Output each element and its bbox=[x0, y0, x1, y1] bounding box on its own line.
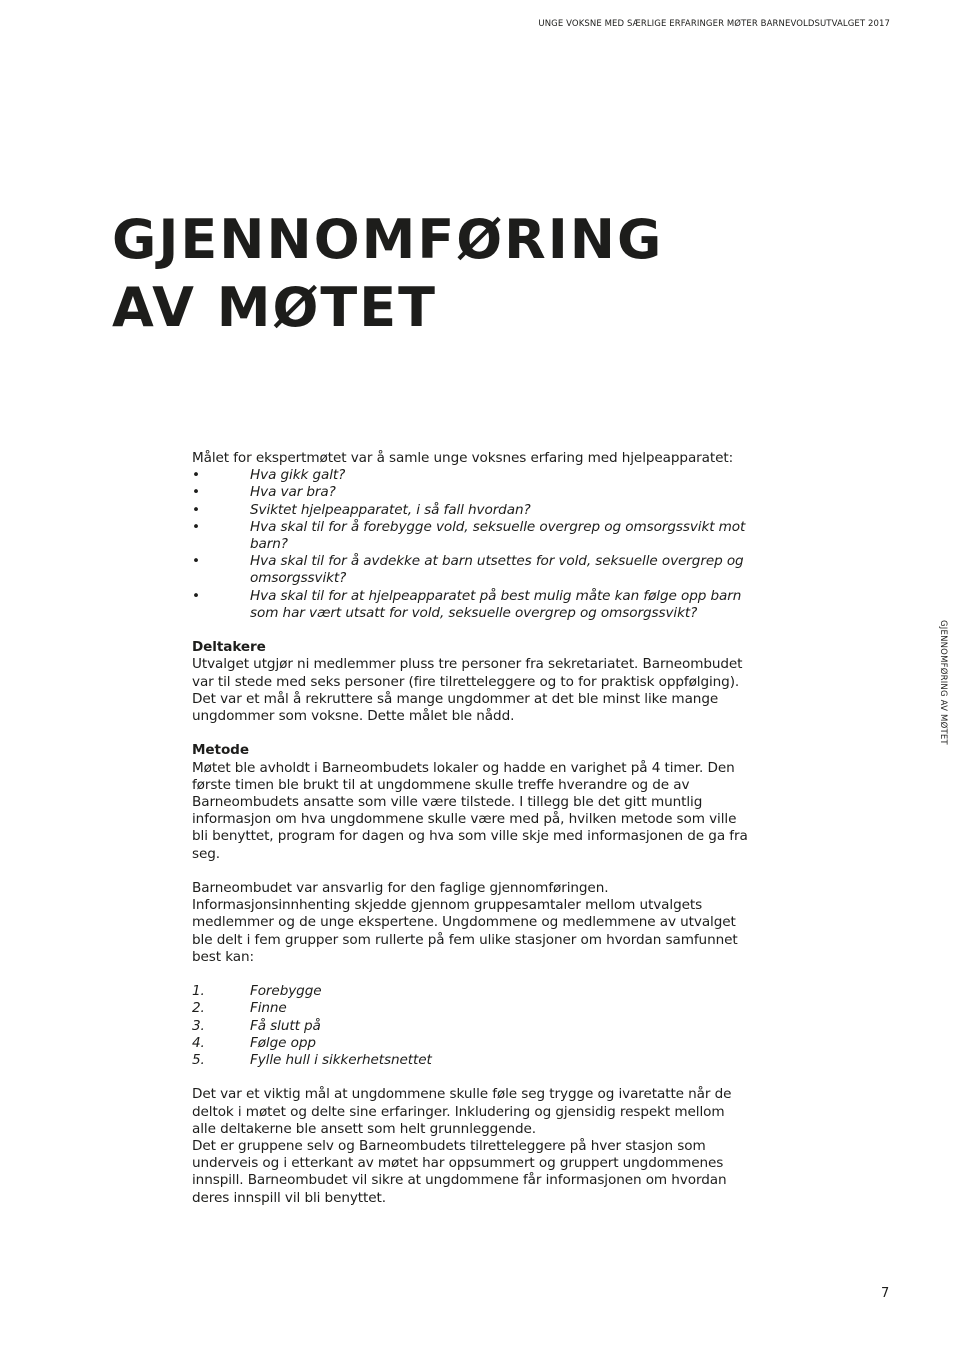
list-item: • Hva skal til for å forebygge vold, seksuelle overgrep og omsorgssvikt mot barn? bbox=[192, 518, 746, 553]
list-item: 1. Forebygge bbox=[192, 983, 322, 1000]
list-item: • Hva skal til for at hjelpeapparatet på best mulig måte kan følge opp barn som har vært utsatt for vold, seksuelle overgrep og omsorgssvikt? bbox=[192, 587, 742, 621]
list-item: 4. Følge opp bbox=[192, 1034, 316, 1051]
bullet: • bbox=[192, 484, 200, 501]
bullet: • bbox=[192, 467, 200, 484]
page-title bbox=[112, 206, 663, 342]
closing-paragraph-2: Det er gruppene selv og Barneombudets tilretteleggere på hver stasjon som underveis og i etterkant av møtet har oppsummert og gruppert ungdommenes innspill. Barneombudet vil sikre at ungdommene får informasjonen om hvordan deres innspill vil bli benyttet. bbox=[192, 1138, 727, 1206]
intro-paragraph: Målet for ekspertmøtet var å samle unge voksnes erfaring med hjelpeapparatet: bbox=[192, 450, 734, 466]
side-section-label: GJENNOMFØRING AV MØTET bbox=[938, 620, 948, 745]
list-item: • Hva skal til for å avdekke at barn utsettes for vold, seksuelle overgrep og omsorgssvikt? bbox=[192, 553, 744, 587]
bullet: • bbox=[192, 553, 200, 570]
page-title-line-1: GJENNOMFØRING bbox=[112, 208, 664, 271]
running-header: UNGE VOKSNE MED SÆRLIGE ERFARINGER MØTER BARNEVOLDSUTVALGET 2017 bbox=[538, 19, 890, 29]
list-item: 2. Finne bbox=[192, 1000, 287, 1017]
metode-paragraph-2: Barneombudet var ansvarlig for den faglige gjennomføringen. Informasjonsinnhenting skjedde gjennom gruppesamtaler mellom utvalgets medlemmer og de unge ekspertene. Ungdommene og medlemmene av utvalget ble delt i fem grupper som rullerte på fem ulike stasjoner om hvordan samfunnet best kan: bbox=[192, 880, 738, 965]
closing-paragraph-1: Det var et viktig mål at ungdommene skulle føle seg trygge og ivaretatte når de deltok i møtet og delte sine erfaringer. Inkludering og gjensidig respekt mellom alle deltakerne ble ansett som helt grunnleggende. bbox=[192, 1086, 732, 1137]
bullet: • bbox=[192, 587, 200, 604]
metode-heading: Metode bbox=[192, 742, 249, 759]
list-item: 3. Få slutt på bbox=[192, 1017, 321, 1034]
list-item: • Hva var bra? bbox=[192, 484, 336, 501]
list-item: 5. Fylle hull i sikkerhetsnettet bbox=[192, 1052, 432, 1069]
page-title-line-2: AV MØTET bbox=[112, 276, 437, 339]
bullet: • bbox=[192, 518, 200, 535]
bullet: • bbox=[192, 501, 200, 518]
deltakere-paragraph: Utvalget utgjør ni medlemmer pluss tre personer fra sekretariatet. Barneombudet var til stede med seks personer (fire tilretteleggere og to for praktisk oppfølging). Det var et mål å rekruttere så mange ungdommer at det ble minst like mange ungdommer som voksne. Dette målet ble nådd. bbox=[192, 656, 743, 725]
list-item: • Sviktet hjelpeapparatet, i så fall hvordan? bbox=[192, 501, 531, 518]
deltakere-heading: Deltakere bbox=[192, 639, 266, 656]
metode-paragraph: Møtet ble avholdt i Barneombudets lokaler og hadde en varighet på 4 timer. Den første timen ble brukt til at ungdommene skulle treffe hverandre og de av Barneombudets ansatte som ville være tilstede. I tillegg ble det gitt muntlig informasjon om hva ungdommene skulle være med på, hvilken metode som ville bli benyttet, program for dagen og hva som ville skje med informasjonen de ga fra seg. bbox=[192, 759, 748, 862]
body-text bbox=[192, 450, 752, 1207]
questions-list bbox=[192, 467, 752, 622]
page-number: 7 bbox=[881, 1286, 890, 1301]
list-item: • Hva gikk galt? bbox=[192, 467, 346, 484]
stations-list bbox=[192, 983, 752, 1069]
